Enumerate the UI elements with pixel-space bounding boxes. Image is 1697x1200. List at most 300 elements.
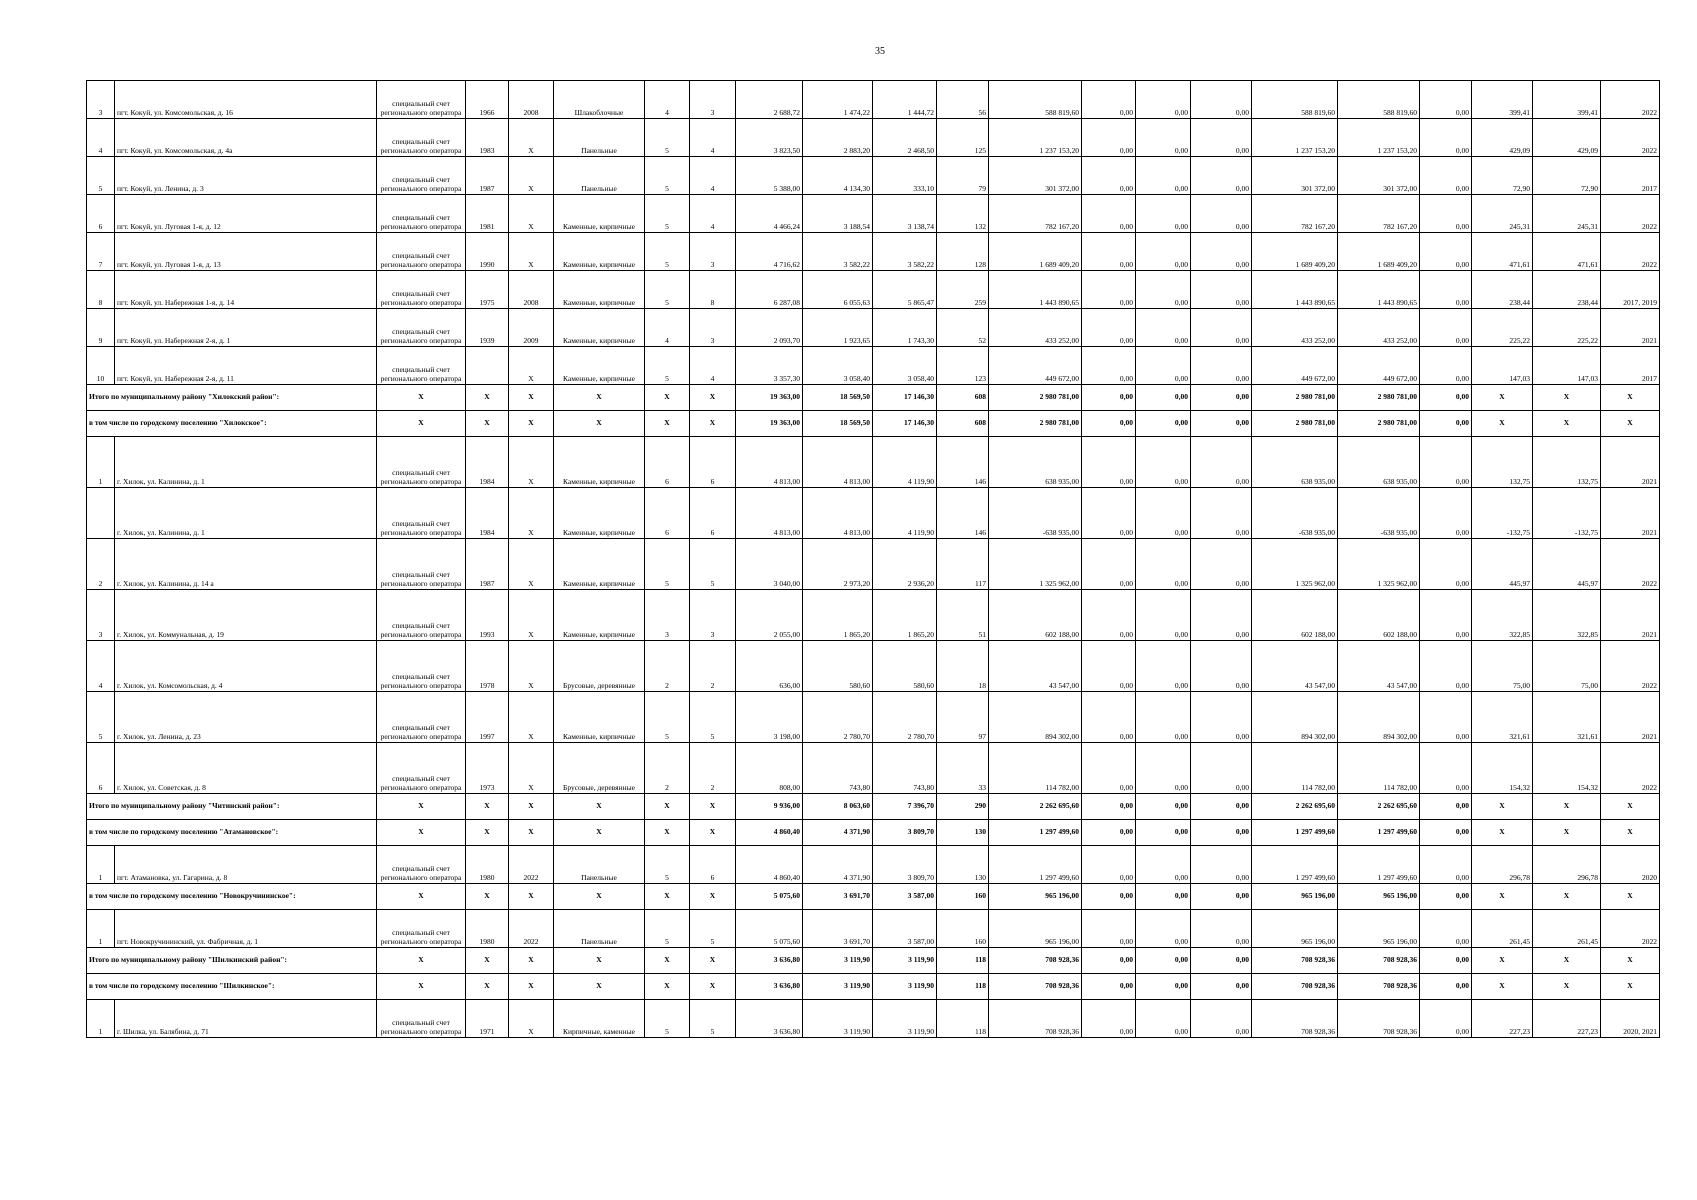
table-cell: 1980 bbox=[466, 846, 509, 884]
table-cell: 0,00 bbox=[1082, 692, 1136, 743]
table-cell: 1990 bbox=[466, 233, 509, 271]
table-cell: 154,32 bbox=[1472, 743, 1533, 794]
table-cell: 0,00 bbox=[1420, 233, 1472, 271]
table-cell: 3 058,40 bbox=[873, 347, 937, 385]
table-cell: 0,00 bbox=[1082, 347, 1136, 385]
table-cell: 782 167,20 bbox=[989, 195, 1082, 233]
table-cell: 1 237 153,20 bbox=[989, 119, 1082, 157]
account-type-cell: специальный счет регионального оператора bbox=[377, 910, 466, 948]
table-cell: Х bbox=[1601, 820, 1660, 846]
table-cell: 449 672,00 bbox=[989, 347, 1082, 385]
table-cell: 1 443 890,65 bbox=[989, 271, 1082, 309]
table-cell: Х bbox=[1533, 948, 1601, 974]
table-cell: 52 bbox=[937, 309, 989, 347]
table-cell: 2 055,00 bbox=[736, 590, 803, 641]
table-cell: 130 bbox=[937, 820, 989, 846]
account-type-cell: специальный счет регионального оператора bbox=[377, 233, 466, 271]
table-cell: 3 058,40 bbox=[803, 347, 873, 385]
table-cell: 117 bbox=[937, 539, 989, 590]
table-cell: Панельные bbox=[554, 846, 645, 884]
table-cell: Х bbox=[1472, 820, 1533, 846]
table-cell: 0,00 bbox=[1420, 488, 1472, 539]
table-cell: 4 813,00 bbox=[736, 437, 803, 488]
table-cell: Каменные, кирпичные bbox=[554, 195, 645, 233]
table-cell: 0,00 bbox=[1136, 1000, 1191, 1038]
table-cell: 1 865,20 bbox=[873, 590, 937, 641]
table-cell: 0,00 bbox=[1191, 195, 1252, 233]
table-cell: Панельные bbox=[554, 157, 645, 195]
table-cell: 5 bbox=[645, 119, 690, 157]
table-row bbox=[87, 1000, 1660, 1038]
table-cell: Х bbox=[1472, 974, 1533, 1000]
table-cell: Х bbox=[466, 820, 509, 846]
table-cell: -132,75 bbox=[1472, 488, 1533, 539]
table-cell: 3 188,54 bbox=[803, 195, 873, 233]
table-cell: 588 819,60 bbox=[1252, 81, 1338, 119]
table-cell: 0,00 bbox=[1191, 119, 1252, 157]
account-type-cell: специальный счет регионального оператора bbox=[377, 692, 466, 743]
table-cell: 0,00 bbox=[1136, 309, 1191, 347]
table-cell: 1 689 409,20 bbox=[989, 233, 1082, 271]
table-cell: Х bbox=[1533, 794, 1601, 820]
table-cell: 0,00 bbox=[1082, 488, 1136, 539]
table-cell: 1983 bbox=[466, 119, 509, 157]
table-cell: 0,00 bbox=[1082, 590, 1136, 641]
table-cell: 17 146,30 bbox=[873, 385, 937, 411]
table-cell: 301 372,00 bbox=[1252, 157, 1338, 195]
table-cell: 0,00 bbox=[1420, 884, 1472, 910]
table-cell: Х bbox=[690, 411, 736, 437]
table-cell: 0,00 bbox=[1420, 692, 1472, 743]
table-row bbox=[87, 910, 1660, 948]
table-cell: 0,00 bbox=[1136, 157, 1191, 195]
table-total-row bbox=[87, 820, 1660, 846]
table-cell: 433 252,00 bbox=[1338, 309, 1420, 347]
table-cell: 322,85 bbox=[1533, 590, 1601, 641]
table-cell: 1971 bbox=[466, 1000, 509, 1038]
table-row bbox=[87, 743, 1660, 794]
table-cell: 471,61 bbox=[1533, 233, 1601, 271]
table-cell: 0,00 bbox=[1420, 539, 1472, 590]
table-cell: 1 297 499,60 bbox=[1338, 846, 1420, 884]
table-cell: 0,00 bbox=[1136, 385, 1191, 411]
table-cell: 0,00 bbox=[1136, 948, 1191, 974]
table-cell: Х bbox=[645, 411, 690, 437]
table-cell: 433 252,00 bbox=[1252, 309, 1338, 347]
account-type-cell: специальный счет регионального оператора bbox=[377, 157, 466, 195]
table-cell: 125 bbox=[937, 119, 989, 157]
table-cell: 333,10 bbox=[873, 157, 937, 195]
table-cell: 6 bbox=[690, 437, 736, 488]
table-total-row bbox=[87, 884, 1660, 910]
table-cell: 2021 bbox=[1601, 437, 1660, 488]
table-cell: 19 363,00 bbox=[736, 385, 803, 411]
table-cell: 6 bbox=[690, 846, 736, 884]
table-cell: 0,00 bbox=[1136, 437, 1191, 488]
table-cell: 580,60 bbox=[803, 641, 873, 692]
account-type-cell: специальный счет регионального оператора bbox=[377, 743, 466, 794]
table-cell: 0,00 bbox=[1191, 1000, 1252, 1038]
address-cell: пгт. Кокуй, ул. Комсомольская, д. 4а bbox=[115, 119, 377, 157]
table-cell: 3 691,70 bbox=[803, 910, 873, 948]
table-cell: 0,00 bbox=[1082, 743, 1136, 794]
table-cell: 146 bbox=[937, 437, 989, 488]
table-cell: 3 809,70 bbox=[873, 846, 937, 884]
table-cell: 4 813,00 bbox=[803, 437, 873, 488]
table-row bbox=[87, 271, 1660, 309]
table-cell: 0,00 bbox=[1420, 411, 1472, 437]
table-cell: 2022 bbox=[1601, 743, 1660, 794]
table-cell: 3 587,00 bbox=[873, 884, 937, 910]
total-label: в том числе по городскому поселению "Шилкинское": bbox=[87, 974, 377, 1000]
table-cell: 2 262 695,60 bbox=[989, 794, 1082, 820]
table-cell: 290 bbox=[937, 794, 989, 820]
table-cell: Х bbox=[645, 794, 690, 820]
table-cell: 0,00 bbox=[1420, 157, 1472, 195]
table-cell: 0,00 bbox=[1082, 884, 1136, 910]
table-cell: 160 bbox=[937, 884, 989, 910]
table-cell: Х bbox=[509, 884, 554, 910]
table-cell: 114 782,00 bbox=[989, 743, 1082, 794]
table-cell: 1984 bbox=[466, 437, 509, 488]
table-cell: 965 196,00 bbox=[989, 910, 1082, 948]
table-cell: 0,00 bbox=[1136, 974, 1191, 1000]
table-cell: -638 935,00 bbox=[1252, 488, 1338, 539]
table-cell: 1 474,22 bbox=[803, 81, 873, 119]
table-cell: 5 388,00 bbox=[736, 157, 803, 195]
table-cell: Брусовые, деревянные bbox=[554, 743, 645, 794]
table-cell: Х bbox=[1533, 385, 1601, 411]
table-cell: 321,61 bbox=[1472, 692, 1533, 743]
table-cell: Х bbox=[466, 884, 509, 910]
table-cell: 638 935,00 bbox=[989, 437, 1082, 488]
table-cell: 3 119,90 bbox=[803, 948, 873, 974]
row-number: 1 bbox=[87, 1000, 115, 1038]
table-cell: 3 bbox=[690, 309, 736, 347]
address-cell: пгт. Кокуй, ул. Набережная 1-я, д. 14 bbox=[115, 271, 377, 309]
table-cell: 4 371,90 bbox=[803, 846, 873, 884]
table-cell: 0,00 bbox=[1136, 590, 1191, 641]
table-cell: 4 bbox=[690, 119, 736, 157]
table-cell: 602 188,00 bbox=[1252, 590, 1338, 641]
table-cell: 4 860,40 bbox=[736, 846, 803, 884]
table-cell: 0,00 bbox=[1136, 820, 1191, 846]
table-cell: -132,75 bbox=[1533, 488, 1601, 539]
table-cell: 782 167,20 bbox=[1338, 195, 1420, 233]
table-cell: 2020, 2021 bbox=[1601, 1000, 1660, 1038]
table-cell: Х bbox=[509, 347, 554, 385]
table-cell: 0,00 bbox=[1082, 411, 1136, 437]
table-cell: 0,00 bbox=[1136, 195, 1191, 233]
table-cell: 1984 bbox=[466, 488, 509, 539]
table-cell: 1 444,72 bbox=[873, 81, 937, 119]
table-cell: 636,00 bbox=[736, 641, 803, 692]
table-cell: 43 547,00 bbox=[1252, 641, 1338, 692]
address-cell: г. Хилок, ул. Комсомольская, д. 4 bbox=[115, 641, 377, 692]
table-cell: 399,41 bbox=[1472, 81, 1533, 119]
table-cell: 0,00 bbox=[1191, 948, 1252, 974]
table-cell: 321,61 bbox=[1533, 692, 1601, 743]
table-cell: 2021 bbox=[1601, 590, 1660, 641]
table-cell: Х bbox=[645, 385, 690, 411]
table-cell: 1 325 962,00 bbox=[989, 539, 1082, 590]
table-cell: 0,00 bbox=[1136, 743, 1191, 794]
table-cell: 238,44 bbox=[1533, 271, 1601, 309]
table-cell: 0,00 bbox=[1191, 641, 1252, 692]
table-cell: 0,00 bbox=[1082, 846, 1136, 884]
table-cell: Х bbox=[509, 1000, 554, 1038]
table-cell: Х bbox=[1472, 948, 1533, 974]
table-cell: 0,00 bbox=[1191, 846, 1252, 884]
table-cell: Х bbox=[509, 692, 554, 743]
table-cell: 43 547,00 bbox=[1338, 641, 1420, 692]
table-cell: 296,78 bbox=[1533, 846, 1601, 884]
table-cell: 2017 bbox=[1601, 347, 1660, 385]
table-cell: Х bbox=[377, 820, 466, 846]
table-cell: 5 bbox=[690, 910, 736, 948]
total-label: в том числе по городскому поселению "Новокручининское": bbox=[87, 884, 377, 910]
table-row bbox=[87, 195, 1660, 233]
table-cell: 429,09 bbox=[1472, 119, 1533, 157]
table-cell: 4 371,90 bbox=[803, 820, 873, 846]
table-cell: 1 325 962,00 bbox=[1338, 539, 1420, 590]
table-cell: Каменные, кирпичные bbox=[554, 590, 645, 641]
table-cell: 2 936,20 bbox=[873, 539, 937, 590]
table-cell: 1987 bbox=[466, 157, 509, 195]
table-row bbox=[87, 233, 1660, 271]
address-cell: пгт. Новокручининский, ул. Фабричная, д. 1 bbox=[115, 910, 377, 948]
table-cell: 261,45 bbox=[1533, 910, 1601, 948]
row-number: 4 bbox=[87, 641, 115, 692]
table-cell: Х bbox=[690, 884, 736, 910]
table-cell: 0,00 bbox=[1136, 81, 1191, 119]
table-cell: 0,00 bbox=[1136, 411, 1191, 437]
table-row bbox=[87, 846, 1660, 884]
table-cell: Х bbox=[509, 437, 554, 488]
account-type-cell: специальный счет регионального оператора bbox=[377, 590, 466, 641]
table-cell: 0,00 bbox=[1191, 347, 1252, 385]
table-cell: 2022 bbox=[1601, 81, 1660, 119]
table-cell: 4 716,62 bbox=[736, 233, 803, 271]
table-cell: 1 237 153,20 bbox=[1252, 119, 1338, 157]
table-cell: 2 980 781,00 bbox=[1338, 411, 1420, 437]
table-cell: Х bbox=[1533, 974, 1601, 1000]
table-cell: 1 297 499,60 bbox=[1252, 846, 1338, 884]
table-cell: 3 138,74 bbox=[873, 195, 937, 233]
address-cell: пгт. Кокуй, ул. Комсомольская, д. 16 bbox=[115, 81, 377, 119]
table-cell: Шлакоблочные bbox=[554, 81, 645, 119]
table-cell: 5 bbox=[645, 271, 690, 309]
table-cell: Х bbox=[1472, 411, 1533, 437]
table-cell: 433 252,00 bbox=[989, 309, 1082, 347]
address-cell: г. Хилок, ул. Калинина, д. 14 а bbox=[115, 539, 377, 590]
row-number: 9 bbox=[87, 309, 115, 347]
table-cell: Х bbox=[690, 794, 736, 820]
table-cell: 2 bbox=[645, 743, 690, 794]
total-label: Итого по муниципальному району "Хилокский район": bbox=[87, 385, 377, 411]
table-cell: 1966 bbox=[466, 81, 509, 119]
housing-repair-table bbox=[86, 80, 1660, 1038]
table-cell: Х bbox=[509, 157, 554, 195]
table-cell: 0,00 bbox=[1420, 271, 1472, 309]
table-cell: 2 980 781,00 bbox=[989, 385, 1082, 411]
table-cell: Х bbox=[509, 641, 554, 692]
account-type-cell: специальный счет регионального оператора bbox=[377, 488, 466, 539]
table-cell: 965 196,00 bbox=[1252, 910, 1338, 948]
table-cell: 1 743,30 bbox=[873, 309, 937, 347]
table-cell: 0,00 bbox=[1420, 309, 1472, 347]
table-cell: Панельные bbox=[554, 119, 645, 157]
table-cell: 5 bbox=[645, 846, 690, 884]
table-cell: 4 466,24 bbox=[736, 195, 803, 233]
table-cell: 0,00 bbox=[1136, 347, 1191, 385]
table-cell: 0,00 bbox=[1136, 271, 1191, 309]
table-cell: -638 935,00 bbox=[989, 488, 1082, 539]
table-cell: Х bbox=[1472, 794, 1533, 820]
table-cell: 5 bbox=[690, 539, 736, 590]
table-total-row bbox=[87, 974, 1660, 1000]
table-cell: Каменные, кирпичные bbox=[554, 488, 645, 539]
table-cell: 1 297 499,60 bbox=[1252, 820, 1338, 846]
table-cell: 0,00 bbox=[1420, 846, 1472, 884]
table-cell: 0,00 bbox=[1420, 347, 1472, 385]
table-cell: 322,85 bbox=[1472, 590, 1533, 641]
table-cell: 2 973,20 bbox=[803, 539, 873, 590]
row-number: 3 bbox=[87, 590, 115, 641]
row-number: 6 bbox=[87, 195, 115, 233]
table-cell: 3 bbox=[645, 590, 690, 641]
table-cell: 2 980 781,00 bbox=[1252, 385, 1338, 411]
table-cell: 0,00 bbox=[1082, 119, 1136, 157]
table-cell: 0,00 bbox=[1082, 309, 1136, 347]
table-cell: Х bbox=[509, 411, 554, 437]
total-label: в том числе по городскому поселению "Атамановское": bbox=[87, 820, 377, 846]
table-cell: Панельные bbox=[554, 910, 645, 948]
table-cell: 743,80 bbox=[873, 743, 937, 794]
table-cell: 2 980 781,00 bbox=[1252, 411, 1338, 437]
table-cell: 118 bbox=[937, 1000, 989, 1038]
table-cell: Х bbox=[554, 385, 645, 411]
table-cell: 0,00 bbox=[1082, 948, 1136, 974]
table-cell: 0,00 bbox=[1136, 884, 1191, 910]
account-type-cell: специальный счет регионального оператора bbox=[377, 539, 466, 590]
row-number: 1 bbox=[87, 846, 115, 884]
table-cell: 3 691,70 bbox=[803, 884, 873, 910]
address-cell: пгт. Атамановка, ул. Гагарина, д. 8 bbox=[115, 846, 377, 884]
table-cell: 0,00 bbox=[1136, 641, 1191, 692]
table-cell: 1 237 153,20 bbox=[1338, 119, 1420, 157]
table-cell: Х bbox=[1533, 820, 1601, 846]
table-cell: Х bbox=[509, 119, 554, 157]
table-row bbox=[87, 539, 1660, 590]
table-cell: 259 bbox=[937, 271, 989, 309]
table-cell: 708 928,36 bbox=[1338, 974, 1420, 1000]
table-cell: Х bbox=[509, 794, 554, 820]
table-cell: 79 bbox=[937, 157, 989, 195]
table-cell: 3 582,22 bbox=[803, 233, 873, 271]
table-cell: 227,23 bbox=[1533, 1000, 1601, 1038]
table-cell: Каменные, кирпичные bbox=[554, 692, 645, 743]
table-cell: 0,00 bbox=[1420, 641, 1472, 692]
account-type-cell: специальный счет регионального оператора bbox=[377, 309, 466, 347]
table-cell: Х bbox=[1601, 385, 1660, 411]
table-cell: Х bbox=[509, 743, 554, 794]
table-cell: 894 302,00 bbox=[989, 692, 1082, 743]
table-cell: 1 297 499,60 bbox=[989, 846, 1082, 884]
table-total-row bbox=[87, 411, 1660, 437]
table-cell: Х bbox=[509, 590, 554, 641]
table-cell: Х bbox=[466, 385, 509, 411]
row-number: 7 bbox=[87, 233, 115, 271]
table-row bbox=[87, 119, 1660, 157]
table-cell: 132,75 bbox=[1533, 437, 1601, 488]
table-cell: 3 357,30 bbox=[736, 347, 803, 385]
table-cell: 2 bbox=[690, 743, 736, 794]
table-cell: 118 bbox=[937, 948, 989, 974]
table-cell: 3 bbox=[690, 590, 736, 641]
table-cell: 2 883,20 bbox=[803, 119, 873, 157]
table-cell: 114 782,00 bbox=[1252, 743, 1338, 794]
table-cell: Каменные, кирпичные bbox=[554, 271, 645, 309]
table-cell: 445,97 bbox=[1472, 539, 1533, 590]
table-cell: 1 443 890,65 bbox=[1252, 271, 1338, 309]
address-cell: пгт. Кокуй, ул. Луговая 1-я, д. 13 bbox=[115, 233, 377, 271]
table-cell: 33 bbox=[937, 743, 989, 794]
table-cell: 146 bbox=[937, 488, 989, 539]
table-cell: 0,00 bbox=[1420, 743, 1472, 794]
table-cell: 1939 bbox=[466, 309, 509, 347]
table-cell: 43 547,00 bbox=[989, 641, 1082, 692]
total-label: Итого по муниципальному району "Читинский район": bbox=[87, 794, 377, 820]
table-cell: Х bbox=[509, 488, 554, 539]
account-type-cell: специальный счет регионального оператора bbox=[377, 271, 466, 309]
table-cell: 75,00 bbox=[1533, 641, 1601, 692]
table-cell: 245,31 bbox=[1533, 195, 1601, 233]
table-cell: Х bbox=[554, 794, 645, 820]
table-cell: Х bbox=[645, 820, 690, 846]
table-cell: 3 bbox=[690, 233, 736, 271]
address-cell: г. Хилок, ул. Ленина, д. 23 bbox=[115, 692, 377, 743]
table-cell: 0,00 bbox=[1082, 910, 1136, 948]
table-cell: 2 468,50 bbox=[873, 119, 937, 157]
table-cell: 0,00 bbox=[1082, 820, 1136, 846]
address-cell: пгт. Кокуй, ул. Луговая 1-я, д. 12 bbox=[115, 195, 377, 233]
table-cell: 19 363,00 bbox=[736, 411, 803, 437]
total-label: в том числе по городскому поселению "Хилокское": bbox=[87, 411, 377, 437]
address-cell: пгт. Кокуй, ул. Набережная 2-я, д. 1 bbox=[115, 309, 377, 347]
table-cell: 3 198,00 bbox=[736, 692, 803, 743]
table-cell: -638 935,00 bbox=[1338, 488, 1420, 539]
table-cell: Х bbox=[1533, 411, 1601, 437]
table-cell: 0,00 bbox=[1082, 437, 1136, 488]
address-cell: г. Шилка, ул. Балябина, д. 71 bbox=[115, 1000, 377, 1038]
table-cell: 6 055,63 bbox=[803, 271, 873, 309]
table-cell: 1 865,20 bbox=[803, 590, 873, 641]
table-cell: 2017 bbox=[1601, 157, 1660, 195]
table-cell: 3 823,50 bbox=[736, 119, 803, 157]
table-cell: 2022 bbox=[1601, 195, 1660, 233]
table-row bbox=[87, 309, 1660, 347]
table-cell: 1978 bbox=[466, 641, 509, 692]
table-cell: 2020 bbox=[1601, 846, 1660, 884]
table-cell: 0,00 bbox=[1420, 119, 1472, 157]
table-cell: 0,00 bbox=[1136, 119, 1191, 157]
table-cell: 2022 bbox=[509, 910, 554, 948]
table-cell: 132,75 bbox=[1472, 437, 1533, 488]
table-cell: 3 636,80 bbox=[736, 948, 803, 974]
table-cell: Х bbox=[466, 948, 509, 974]
table-cell: 3 809,70 bbox=[873, 820, 937, 846]
